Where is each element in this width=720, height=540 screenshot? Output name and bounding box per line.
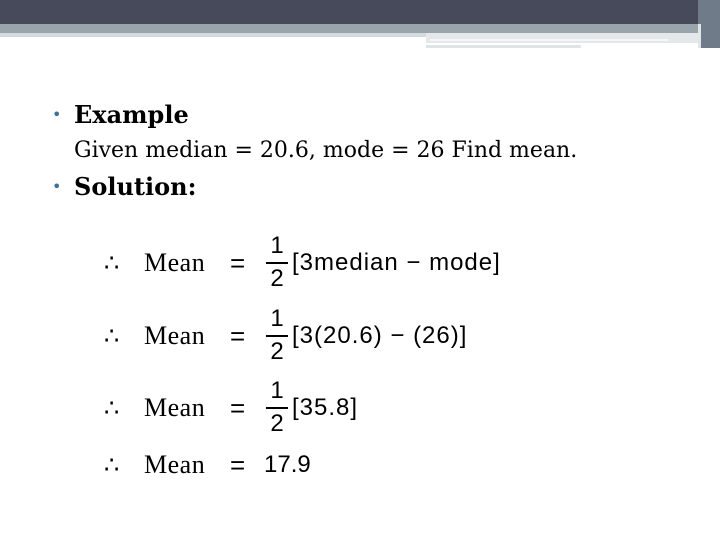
bullet-example <box>52 100 189 130</box>
header-band-light-right <box>426 33 698 43</box>
fraction <box>264 232 290 296</box>
equation-row <box>104 377 584 437</box>
therefore-symbol: ∴ <box>104 395 120 422</box>
equation-lhs: Mean <box>144 450 206 479</box>
therefore-symbol: ∴ <box>104 323 120 350</box>
equals-sign: = <box>230 393 246 423</box>
bullet-dot: • <box>52 177 62 196</box>
equation-row <box>104 232 584 292</box>
bullet-solution <box>52 172 196 202</box>
fraction-numerator: 1 <box>270 232 284 259</box>
fraction-denominator: 2 <box>270 338 284 365</box>
header-band-dark <box>0 0 720 24</box>
fraction-numerator: 1 <box>270 305 284 332</box>
equation-rhs: [3(20.6) − (26)] <box>292 322 468 349</box>
header-band-light <box>0 33 426 37</box>
fraction-denominator: 2 <box>270 265 284 292</box>
equation-result: 17.9 <box>264 451 311 478</box>
header-decor-tick <box>698 24 701 48</box>
header-band-edge <box>698 0 720 48</box>
equation-lhs: Mean <box>144 321 206 350</box>
equation-lhs: Mean <box>144 248 206 277</box>
fraction-bar <box>266 407 288 409</box>
bullet-dot: • <box>52 105 62 124</box>
equals-sign: = <box>230 248 246 278</box>
header-band-gray <box>0 24 698 33</box>
fraction <box>264 305 290 369</box>
equals-sign: = <box>230 450 246 480</box>
equation-lhs: Mean <box>144 393 206 422</box>
equation-row <box>104 434 584 494</box>
header-decor-line <box>426 45 581 48</box>
therefore-symbol: ∴ <box>104 250 120 277</box>
equals-sign: = <box>230 321 246 351</box>
fraction-bar <box>266 262 288 264</box>
header-decor-line <box>430 39 668 41</box>
equation-row <box>104 305 584 365</box>
therefore-symbol: ∴ <box>104 452 120 479</box>
equation-rhs: [3median − mode] <box>292 249 501 276</box>
fraction <box>264 377 290 441</box>
fraction-numerator: 1 <box>270 377 284 404</box>
bullet-label: Solution: <box>74 172 197 201</box>
fraction-denominator: 2 <box>270 410 284 437</box>
example-text: Given median = 20.6, mode = 26 Find mean. <box>74 138 578 163</box>
bullet-label: Example <box>74 100 189 129</box>
fraction-bar <box>266 335 288 337</box>
equation-rhs: [35.8] <box>292 394 359 421</box>
